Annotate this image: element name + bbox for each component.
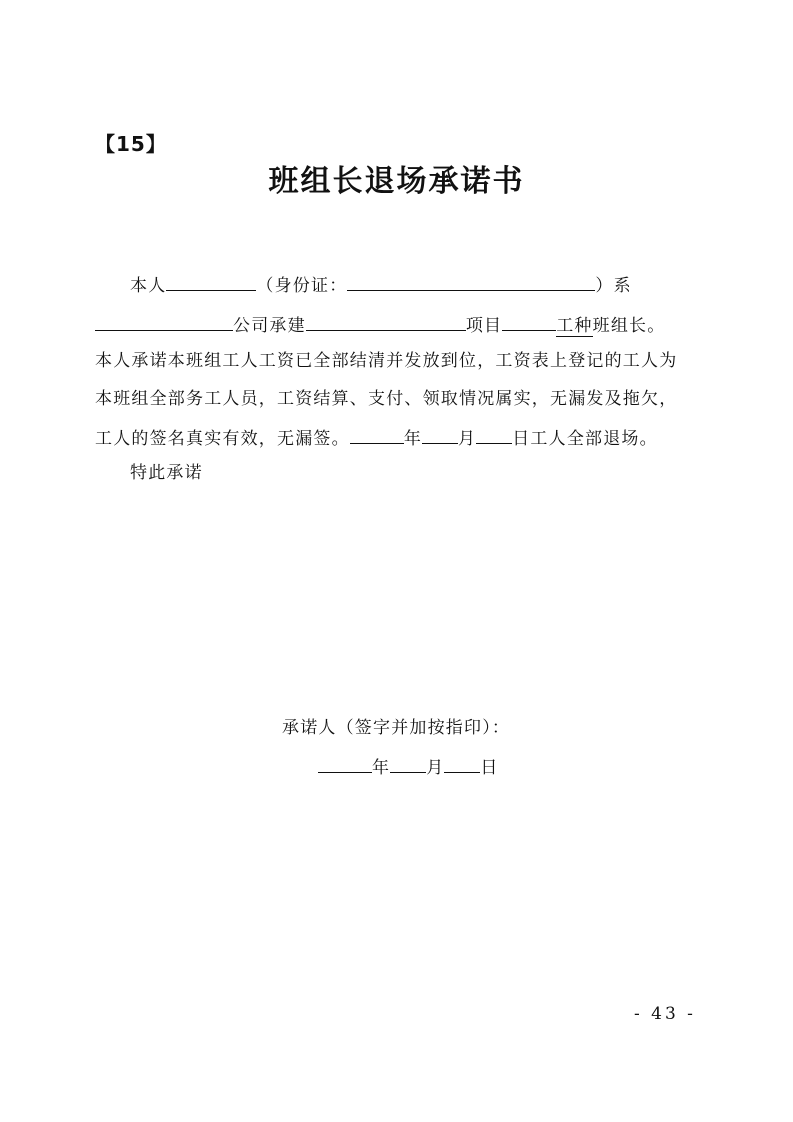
closing-text: 特此承诺 [130, 463, 203, 483]
trade-label: 工种 [556, 316, 593, 336]
body-line-1 [130, 272, 632, 298]
text-segment: ）系 [595, 276, 632, 296]
body-line-2 [95, 312, 665, 338]
company-blank[interactable] [95, 312, 233, 331]
document-number-label: 【15】 [95, 132, 167, 156]
month-blank[interactable] [422, 425, 458, 444]
signature-month-blank[interactable] [390, 754, 426, 773]
page-number: - 43 - [634, 1004, 696, 1024]
month-label: 月 [426, 758, 445, 778]
name-blank[interactable] [166, 272, 256, 291]
project-blank[interactable] [306, 312, 466, 331]
day-blank[interactable] [476, 425, 512, 444]
trade-blank[interactable] [502, 312, 556, 331]
body-line-5 [95, 425, 658, 451]
text-segment: （身份证： [256, 276, 348, 296]
day-label: 日 [480, 758, 499, 778]
signature-date [318, 754, 499, 780]
body-line-4: 本班组全部务工人员，工资结算、支付、领取情况属实，无漏发及拖欠， [95, 389, 678, 409]
document-title: 班组长退场承诺书 [268, 164, 525, 199]
text-segment: 工人全部退场。 [530, 429, 658, 449]
signature-day-blank[interactable] [444, 754, 480, 773]
year-blank[interactable] [350, 425, 404, 444]
body-line-3: 本人承诺本班组工人工资已全部结清并发放到位，工资表上登记的工人为 [95, 351, 678, 371]
year-label: 年 [372, 758, 391, 778]
text-segment: 本人 [130, 276, 167, 296]
year-label: 年 [403, 429, 423, 449]
id-number-blank[interactable] [347, 272, 595, 291]
signature-label: 承诺人（签字并加按指印）： [282, 718, 511, 738]
text-segment: 班组长。 [592, 316, 666, 336]
text-segment: 项目 [465, 316, 503, 336]
month-label: 月 [458, 429, 477, 449]
text-segment: 公司承建 [233, 316, 306, 336]
text-segment: 工人的签名真实有效，无漏签。 [95, 429, 350, 449]
day-label: 日 [512, 429, 531, 449]
signature-year-blank[interactable] [318, 754, 372, 773]
